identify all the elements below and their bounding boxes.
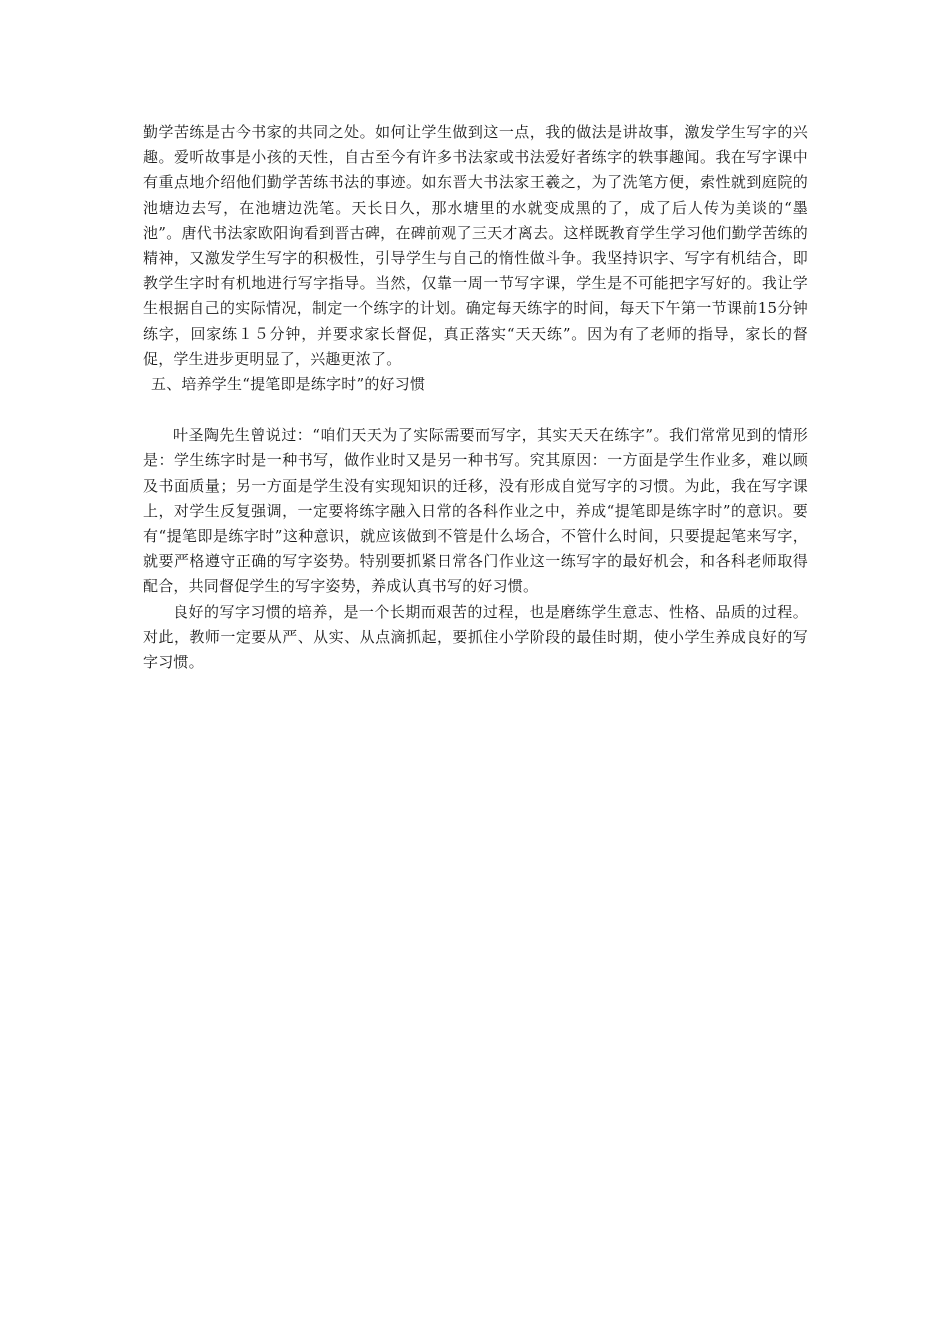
document-body bbox=[143, 120, 808, 675]
paragraph-conclusion: 良好的写字习惯的培养，是一个长期而艰苦的过程，也是磨练学生意志、性格、品质的过程。对此，教师一定要从严、从实、从点滴抓起，要抓住小学阶段的最佳时期，使小学生养成良好的写字习惯。 bbox=[143, 602, 808, 672]
paragraph-ye-shengtao-quote: 叶圣陶先生曾说过：“咱们天天为了实际需要而写字，其实天天在练字”。我们常常见到的情形是：学生练字时是一种书写，做作业时又是另一种书写。究其原因：一方面是学生作业多，难以顾及书面质量；另一方面是学生没有实现知识的迁移，没有形成自觉写字的习惯。为此，我在写字课上，对学生反复强调，一定要将练字融入日常的各科作业之中，养成“提笔即是练字时”的意识。要有“提笔即是练字时”这种意识，就应该做到不管是什么场合，不管什么时间，只要提起笔来写字，就要严格遵守正确的写字姿势。特别要抓紧日常各门作业这一练写字的最好机会，和各科老师取得配合，共同督促学生的写字姿势，养成认真书写的好习惯。 bbox=[143, 426, 808, 596]
blank-line bbox=[143, 397, 808, 423]
paragraph-practice-stories: 勤学苦练是古今书家的共同之处。如何让学生做到这一点，我的做法是讲故事，激发学生写字的兴趣。爱听故事是小孩的天性，自古至今有许多书法家或书法爱好者练字的轶事趣闻。我在写字课中有重点地介绍他们勤学苦练书法的事迹。如东晋大书法家王羲之，为了洗笔方便，索性就到庭院的池塘边去写，在池塘边洗笔。天长日久，那水塘里的水就变成黑的了，成了后人传为美谈的“墨池”。唐代书法家欧阳询看到晋古碑，在碑前观了三天才离去。这样既教育学生学习他们勤学苦练的精神，又激发学生写字的积极性，引导学生与自己的惰性做斗争。我坚持识字、写字有机结合，即教学生字时有机地进行写字指导。当然，仅靠一周一节写字课，学生是不可能把字写好的。我让学生根据自己的实际情况，制定一个练字的计划。确定每天练字的时间，每天下午第一节课前15分钟练字，回家练１５分钟，并要求家长督促，真正落实“天天练”。因为有了老师的指导，家长的督促，学生进步更明显了，兴趣更浓了。 bbox=[143, 123, 808, 368]
section-heading-five: 五、培养学生“提笔即是练字时”的好习惯 bbox=[151, 375, 426, 394]
